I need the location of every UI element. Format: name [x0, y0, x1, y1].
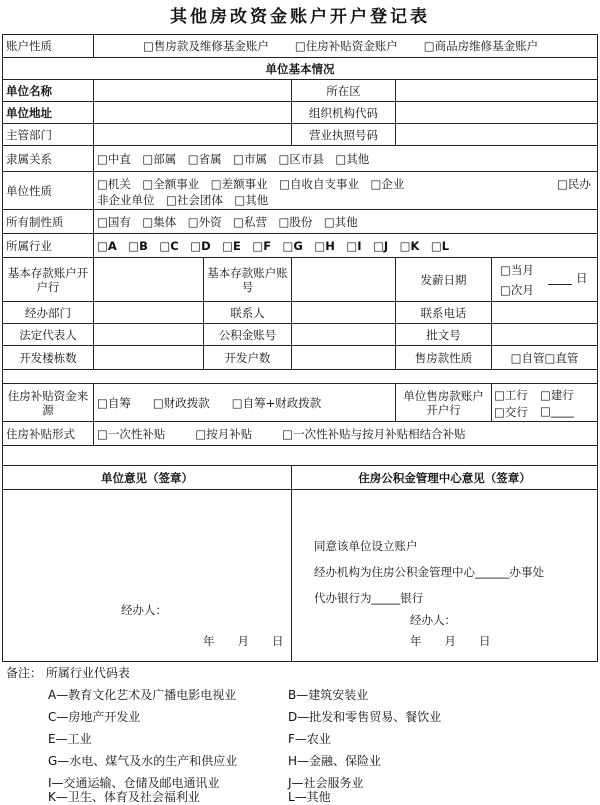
unit-address-label: 单位地址 — [6, 105, 52, 120]
account-type-label: 账户性质 — [6, 39, 52, 53]
center-handler-label: 经办人： — [410, 613, 456, 627]
row-ownership — [3, 209, 597, 233]
unit-name-field[interactable] — [93, 80, 291, 101]
opt-lump-sum[interactable]: □一次性补贴 — [97, 426, 166, 441]
row-development — [3, 345, 597, 369]
row-spacer-1 — [3, 369, 597, 383]
unit-sign-date: 年 月 日 — [203, 634, 284, 648]
basic-bank-label: 基本存款账户开户行 — [7, 265, 89, 294]
note-g: G—水电、煤气及水的生产和供应业 — [48, 754, 238, 768]
ownership-label: 所有制性质 — [6, 214, 64, 229]
row-signature-area — [3, 489, 597, 662]
unit-opinion-box[interactable] — [3, 490, 291, 662]
row-unit-address — [3, 101, 597, 123]
households-label: 开发户数 — [203, 346, 291, 369]
license-no-label: 营业执照号码 — [291, 124, 395, 145]
unit-nature-options — [93, 172, 597, 209]
note-e: E—工业 — [48, 732, 92, 746]
note-k: K—卫生、体育及社会福利业 — [48, 790, 200, 804]
row-subsidy-form — [3, 421, 597, 445]
ownership-options[interactable]: □国有 □集体 □外资 □私营 □股份 □其他 — [93, 210, 597, 233]
district-field[interactable] — [395, 80, 597, 101]
unit-nature-line1[interactable]: □机关 □全额事业 □差额事业 □自收自支事业 □企业 — [97, 177, 405, 191]
basic-account-label: 基本存款账户账号 — [203, 258, 291, 301]
opt-commercial-maintenance-account[interactable]: □商品房维修基金账户 — [423, 39, 539, 53]
approval-no-label: 批文号 — [395, 324, 491, 345]
account-type-options — [93, 35, 597, 57]
handling-dept-field[interactable] — [93, 302, 203, 323]
row-handling-dept — [3, 301, 597, 323]
contact-label: 联系人 — [203, 302, 291, 323]
sales-nature-options[interactable]: □自管□直管 — [491, 346, 597, 369]
center-opinion-head: 住房公积金管理中心意见（签章） — [291, 466, 597, 489]
subsidy-form-options — [93, 422, 597, 445]
unit-nature-private[interactable]: □民办 — [557, 177, 591, 191]
supervisor-field[interactable] — [93, 124, 291, 145]
row-unit-nature — [3, 171, 597, 209]
row-account-type — [3, 35, 597, 57]
opt-sales-maintenance-account[interactable]: □售房款及维修基金账户 — [143, 39, 269, 53]
contact-field[interactable] — [291, 302, 395, 323]
payday-day-unit: 日 — [576, 271, 588, 285]
opt-bocom[interactable]: □交行 — [494, 405, 528, 419]
industry-label: 所属行业 — [6, 238, 52, 253]
form-table — [2, 34, 598, 662]
opt-ccb[interactable]: □建行 — [540, 388, 574, 402]
opt-monthly[interactable]: □按月补贴 — [195, 426, 253, 441]
payday-options — [491, 258, 597, 301]
page-title: 其他房改资金账户开户登记表 — [170, 7, 430, 27]
affiliation-label: 隶属关系 — [6, 151, 52, 166]
payday-label: 发薪日期 — [395, 258, 491, 301]
sales-bank-label: 单位售房款账户开户行 — [395, 384, 491, 421]
opt-other-bank[interactable]: □____ — [540, 404, 574, 418]
agency-text: 经办机构为住房公积金管理中心______办事处 — [314, 565, 544, 579]
row-basic-account — [3, 257, 597, 301]
note-d: D—批发和零售贸易、餐饮业 — [288, 710, 442, 724]
phone-field[interactable] — [491, 302, 597, 323]
note-c: C—房地产开发业 — [48, 710, 141, 724]
handling-dept-label: 经办部门 — [25, 305, 71, 320]
note-b: B—建筑安装业 — [288, 688, 369, 702]
opt-icbc[interactable]: □工行 — [494, 388, 528, 402]
notes-heading: 备注： 所属行业代码表 — [6, 666, 130, 680]
unit-name-label: 单位名称 — [6, 83, 52, 98]
center-opinion-box[interactable] — [291, 490, 597, 662]
row-unit-name — [3, 79, 597, 101]
section-basic-info: 单位基本情况 — [265, 61, 335, 76]
basic-bank-field[interactable] — [93, 258, 203, 301]
sales-nature-label: 售房款性质 — [395, 346, 491, 369]
opt-self-plus-fiscal[interactable]: □自筹+财政拨款 — [231, 395, 322, 410]
unit-handler-label: 经办人： — [121, 603, 167, 617]
payday-day-blank[interactable] — [548, 272, 572, 285]
org-code-field[interactable] — [395, 102, 597, 123]
fund-account-label: 公积金账号 — [203, 324, 291, 345]
org-code-label: 组织机构代码 — [291, 102, 395, 123]
affiliation-options[interactable]: □中直 □部属 □省属 □市属 □区市县 □其他 — [93, 146, 597, 171]
note-a: A—教育文化艺术及广播电影电视业 — [48, 688, 237, 702]
row-subsidy-source — [3, 383, 597, 421]
unit-opinion-head: 单位意见（签章） — [101, 470, 193, 485]
unit-nature-line2[interactable]: 非企业单位 □社会团体 □其他 — [97, 193, 269, 207]
supervisor-label: 主管部门 — [6, 127, 52, 142]
row-spacer-2 — [3, 445, 597, 465]
households-field[interactable] — [291, 346, 395, 369]
district-label: 所在区 — [291, 80, 395, 101]
subsidy-form-label: 住房补贴形式 — [6, 426, 75, 441]
note-f: F—农业 — [288, 732, 331, 746]
row-opinions-head — [3, 465, 597, 489]
row-affiliation — [3, 145, 597, 171]
opt-self-raised[interactable]: □自筹 — [97, 395, 131, 410]
note-l: L—其他 — [288, 790, 331, 804]
legal-rep-label: 法定代表人 — [19, 327, 77, 342]
note-j: J—社会服务业 — [288, 776, 364, 790]
buildings-field[interactable] — [93, 346, 203, 369]
agree-text: 同意该单位设立账户 — [314, 539, 418, 553]
payday-next-month[interactable]: □次月 — [500, 283, 534, 297]
note-h: H—金融、保险业 — [288, 754, 382, 768]
fund-account-field[interactable] — [291, 324, 395, 345]
opt-housing-subsidy-account[interactable]: □住房补贴资金账户 — [294, 39, 398, 53]
bank-text: 代办银行为_____银行 — [314, 591, 424, 605]
center-sign-date: 年 月 日 — [410, 634, 491, 648]
approval-no-field[interactable] — [491, 324, 597, 345]
payday-current-month[interactable]: □当月 — [500, 263, 534, 277]
license-no-field[interactable] — [395, 124, 597, 145]
basic-account-field[interactable] — [291, 258, 395, 301]
legal-rep-field[interactable] — [93, 324, 203, 345]
row-section-basic-info — [3, 57, 597, 79]
subsidy-source-options — [93, 384, 395, 421]
sales-bank-options — [491, 384, 597, 421]
opt-fiscal[interactable]: □财政拨款 — [152, 395, 210, 410]
unit-nature-label: 单位性质 — [6, 183, 52, 198]
subsidy-source-label: 住房补贴资金来源 — [7, 388, 89, 417]
buildings-label: 开发楼栋数 — [19, 350, 77, 365]
note-i: I—交通运输、仓储及邮电通讯业 — [48, 776, 220, 790]
row-legal-rep — [3, 323, 597, 345]
phone-label: 联系电话 — [395, 302, 491, 323]
unit-address-field[interactable] — [93, 102, 291, 123]
opt-combined[interactable]: □一次性补贴与按月补贴相结合补贴 — [282, 426, 466, 441]
row-supervisor — [3, 123, 597, 145]
industry-options[interactable]: □A □B □C □D □E □F □G □H □I □J □K □L — [93, 234, 597, 257]
row-industry — [3, 233, 597, 257]
